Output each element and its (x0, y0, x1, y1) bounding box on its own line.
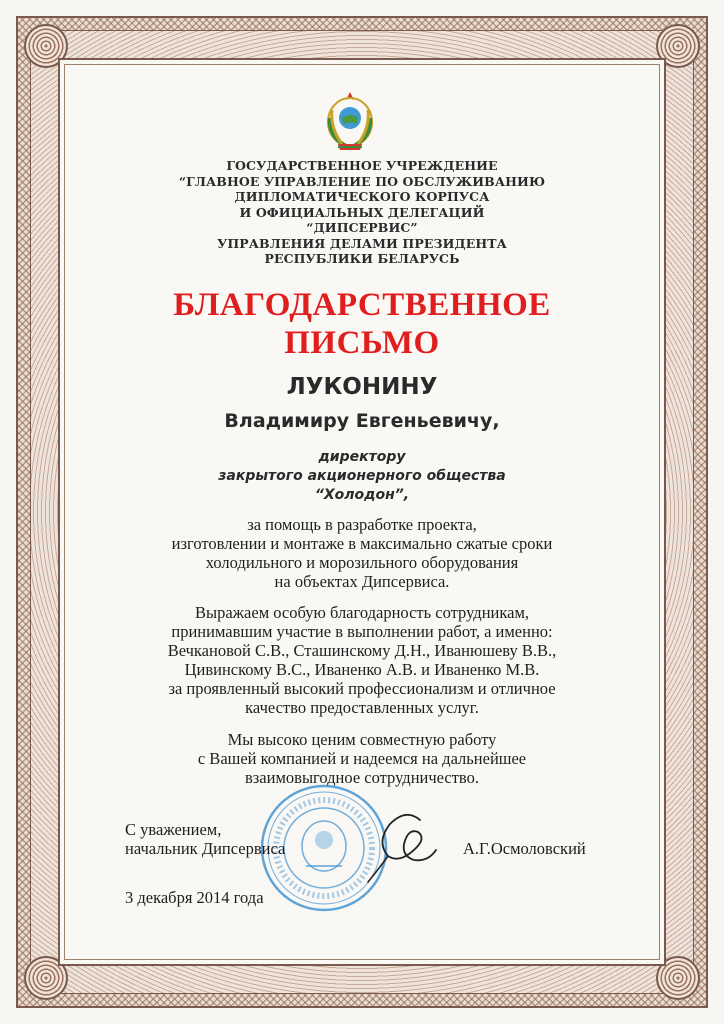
paragraph-line: принимавшим участие в выполнении работ, а именно: (171, 622, 553, 641)
letter-content (58, 58, 666, 966)
state-emblem-icon (320, 88, 380, 154)
header-line: ДИПЛОМАТИЧЕСКОГО КОРПУСА (234, 189, 490, 204)
recipient-position (58, 448, 666, 505)
closing-block (125, 820, 285, 858)
body-paragraph-3 (58, 730, 666, 787)
paragraph-line: Выражаем особую благодарность сотрудникам, (194, 603, 530, 622)
paragraph-line: Мы высоко ценим совместную работу (227, 730, 497, 749)
handwritten-signature (348, 798, 448, 888)
header-line: И ОФИЦИАЛЬНЫХ ДЕЛЕГАЦИЙ (239, 204, 485, 220)
organization-header (58, 158, 666, 267)
header-line: ГОСУДАРСТВЕННОЕ УЧРЕЖДЕНИЕ (226, 158, 498, 173)
paragraph-line: изготовлении и монтаже в максимально сжатые сроки (171, 534, 553, 553)
letter-date: 3 декабря 2014 года (125, 888, 264, 907)
title-line: БЛАГОДАРСТВЕННОЕ (173, 287, 551, 323)
signer-role: начальник Дипсервиса (125, 839, 286, 858)
body-paragraph-2 (58, 603, 666, 717)
position-line: закрытого акционерного общества (218, 468, 506, 484)
header-line: “ГЛАВНОЕ УПРАВЛЕНИЕ ПО ОБСЛУЖИВАНИЮ (178, 173, 546, 189)
body-paragraph-1 (58, 515, 666, 591)
signer-name: А.Г.Осмоловский (463, 839, 586, 858)
recipient-surname: ЛУКОНИНУ (286, 374, 438, 400)
paragraph-line: с Вашей компанией и надеемся на дальнейшее (197, 749, 527, 768)
header-line: РЕСПУБЛИКИ БЕЛАРУСЬ (264, 251, 460, 266)
header-line: УПРАВЛЕНИЯ ДЕЛАМИ ПРЕЗИДЕНТА (217, 235, 507, 251)
position-line: “Холодон”, (314, 487, 410, 503)
recipient-names: Владимиру Евгеньевичу, (224, 410, 500, 432)
paragraph-line: холодильного и морозильного оборудования (205, 553, 519, 572)
header-line: “ДИПСЕРВИС” (306, 220, 418, 235)
closing-regards: С уважением, (125, 820, 222, 839)
document-title (58, 286, 666, 362)
paragraph-line: Вечкановой С.В., Сташинскому Д.Н., Иванюшеву В.В., (167, 641, 557, 660)
paragraph-line: за помощь в разработке проекта, (247, 515, 477, 534)
paragraph-line: Цивинскому В.С., Иваненко А.В. и Иваненко М.В. (184, 660, 540, 679)
paragraph-line: качество предоставленных услуг. (245, 698, 479, 717)
title-line: ПИСЬМО (284, 325, 440, 361)
paragraph-line: взаимовыгодное сотрудничество. (245, 768, 479, 787)
paragraph-line: на объектах Дипсервиса. (274, 572, 450, 591)
paragraph-line: за проявленный высокий профессионализм и отличное (168, 679, 556, 698)
position-line: директору (318, 449, 406, 465)
